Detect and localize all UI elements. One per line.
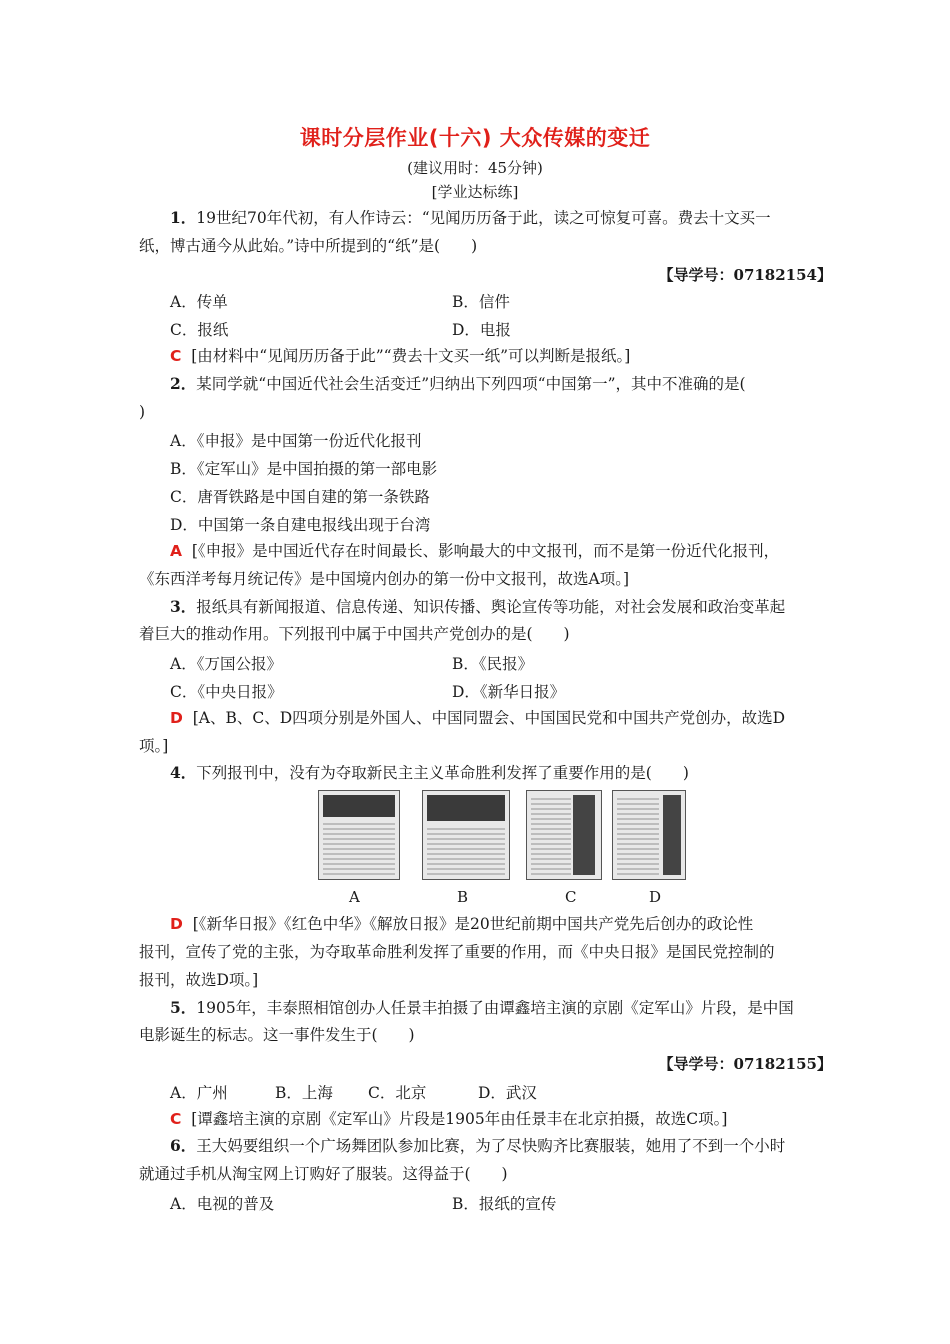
figure-label-d: D — [649, 888, 662, 906]
q6-stem-line2: 就通过手机从淘宝网上订购好了服装。这得益于( ) — [139, 1165, 508, 1183]
q1-stem-line2: 纸，博古通今从此始。”诗中所提到的“纸”是( ) — [139, 237, 478, 255]
q5-answer: C — [170, 1110, 182, 1128]
figure-label-a: A — [349, 888, 360, 906]
q4-answer-line2: 报刊，宣传了党的主张，为夺取革命胜利发挥了重要的作用，而《中央日报》是国民党控制的 — [139, 943, 775, 961]
figure-label-b: B — [457, 888, 469, 906]
q1-option-d: D．电报 — [452, 321, 511, 339]
q2-stem-line1: 2．某同学就“中国近代社会生活变迁”归纳出下列四项“中国第一”，其中不准确的是( — [170, 374, 746, 393]
q2-option-c: C．唐胥铁路是中国自建的第一条铁路 — [170, 488, 430, 506]
q2-answer-line2: 《东西洋考每月统记传》是中国境内创办的第一份中文报刊，故选A项。] — [139, 570, 629, 588]
q4-answer-line3: 报刊，故选D项。] — [139, 971, 259, 989]
q5-stem-line1: 5．1905年，丰泰照相馆创办人任景丰拍摄了由谭鑫培主演的京剧《定军山》片段，是中国 — [170, 998, 794, 1017]
newspaper-image-c — [526, 790, 602, 880]
q3-option-b: B．《民报》 — [452, 655, 534, 673]
q2-option-a: A．《申报》是中国第一份近代化报刊 — [170, 432, 422, 450]
q3-answer-line1: D [A、B、C、D四项分别是外国人、中国同盟会、中国国民党和中国共产党创办，故选D — [170, 709, 786, 727]
q1-answer-line: C [由材料中“见闻历历备于此”“费去十文买一纸”可以判断是报纸。] — [170, 347, 631, 365]
q6-option-a: A．电视的普及 — [170, 1195, 275, 1213]
q1-option-b: B．信件 — [452, 293, 510, 311]
q2-answer: A — [170, 542, 182, 560]
q5-option-c: C．北京 — [368, 1084, 427, 1102]
q3-stem-line1: 3．报纸具有新闻报道、信息传递、知识传播、舆论宣传等功能，对社会发展和政治变革起 — [170, 597, 786, 616]
q5-option-b: B．上海 — [275, 1084, 333, 1102]
q4-answer-line1: D [《新华日报》《红色中华》《解放日报》是20世纪前期中国共产党先后创办的政论性 — [170, 915, 754, 933]
newspaper-image-d — [612, 790, 686, 880]
q5-number: 5． — [170, 998, 197, 1017]
q2-stem-line2: ) — [139, 403, 146, 421]
q6-option-b: B．报纸的宣传 — [452, 1195, 557, 1213]
q1-option-a: A．传单 — [170, 293, 228, 311]
q3-stem-line2: 着巨大的推动作用。下列报刊中属于中国共产党创办的是( ) — [139, 625, 570, 643]
q3-option-c: C．《中央日报》 — [170, 683, 283, 701]
q5-answer-line: C [谭鑫培主演的京剧《定军山》片段是1905年由任景丰在北京拍摄，故选C项。] — [170, 1110, 728, 1128]
q2-option-d: D．中国第一条自建电报线出现于台湾 — [170, 516, 431, 534]
q1-option-c: C．报纸 — [170, 321, 229, 339]
q5-guide-number: 【导学号：07182155】 — [658, 1055, 832, 1073]
figure-label-c: C — [565, 888, 577, 906]
q1-number: 1． — [170, 208, 197, 227]
q3-answer-line2: 项。] — [139, 737, 169, 755]
q3-option-a: A．《万国公报》 — [170, 655, 282, 673]
q5-option-d: D．武汉 — [478, 1084, 537, 1102]
section-label: [学业达标练] — [431, 183, 519, 201]
q5-option-a: A．广州 — [170, 1084, 228, 1102]
newspaper-image-a — [318, 790, 400, 880]
newspaper-image-b — [422, 790, 510, 880]
page-title: 课时分层作业(十六) 大众传媒的变迁 — [299, 126, 651, 150]
q2-option-b: B．《定军山》是中国拍摄的第一部电影 — [170, 460, 438, 478]
q6-number: 6． — [170, 1136, 197, 1155]
q5-stem-line2: 电影诞生的标志。这一事件发生于( ) — [139, 1026, 415, 1044]
q1-answer: C — [170, 347, 182, 365]
q4-answer: D — [170, 915, 183, 933]
q1-stem-line1: 1．19世纪70年代初，有人作诗云：“见闻历历备于此，读之可惊复可喜。费去十文买一 — [170, 208, 771, 227]
q2-number: 2． — [170, 374, 197, 393]
q4-stem: 4．下列报刊中，没有为夺取新民主主义革命胜利发挥了重要作用的是( ) — [170, 763, 689, 782]
q2-answer-line1: A [《申报》是中国近代存在时间最长、影响最大的中文报刊，而不是第一份近代化报刊， — [170, 542, 780, 560]
q3-number: 3． — [170, 597, 197, 616]
q3-option-d: D．《新华日报》 — [452, 683, 566, 701]
q6-stem-line1: 6．王大妈要组织一个广场舞团队参加比赛，为了尽快购齐比赛服装，她用了不到一个小时 — [170, 1136, 786, 1155]
newspaper-images — [318, 790, 688, 880]
time-hint: (建议用时：45分钟) — [407, 159, 543, 177]
q4-number: 4． — [170, 763, 197, 782]
q3-answer: D — [170, 709, 183, 727]
q1-guide-number: 【导学号：07182154】 — [658, 266, 832, 284]
